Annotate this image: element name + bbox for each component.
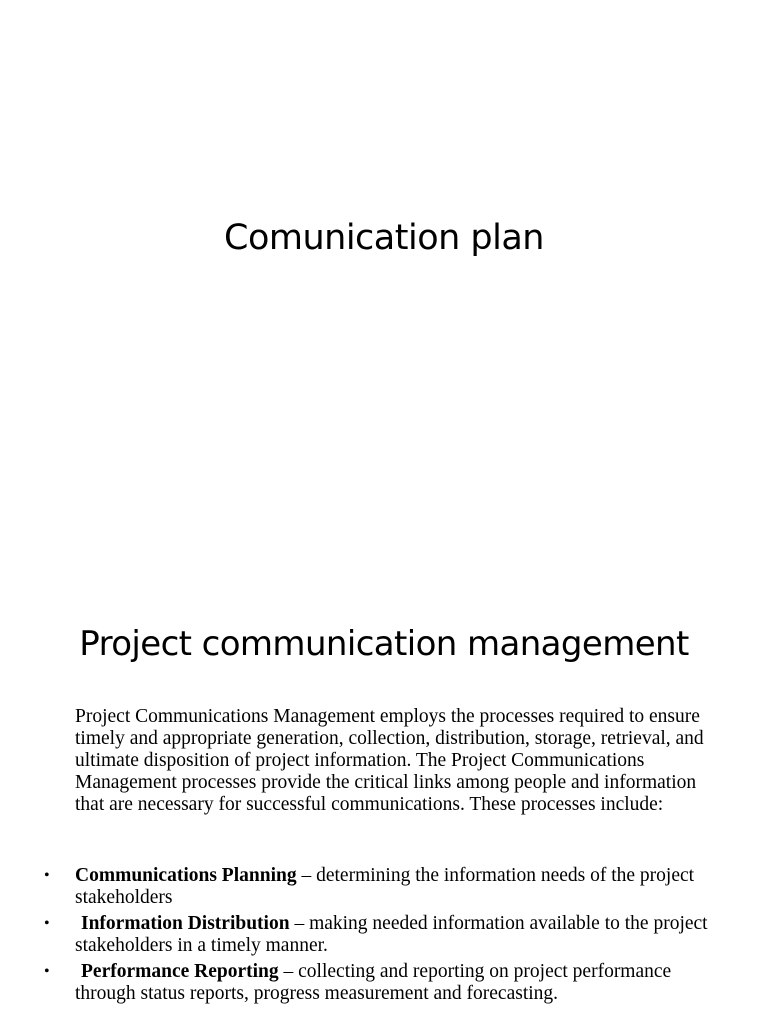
list-item [0, 961, 725, 1005]
bullet-term: Performance Reporting [81, 961, 279, 982]
slide-title: Comunication plan [224, 218, 544, 258]
bullet-description: – making needed information available to the project stakeholders in a timely manner. [75, 913, 708, 956]
process-list [0, 865, 768, 1009]
slide-title: Project communication management [79, 624, 689, 664]
bullet-marker: • [44, 915, 50, 932]
bullet-marker: • [44, 867, 50, 884]
content-slide [0, 576, 768, 1024]
bullet-description: – determining the information needs of the project stakeholders [75, 865, 695, 908]
bullet-term: Communications Planning [75, 865, 297, 886]
bullet-term: Information Distribution [81, 913, 290, 934]
intro-paragraph: Project Communications Management employs the processes required to ensure timely and appropriate generation, collection, distribution, storage, retrieval, and ultimate disposition of project information. The Project Communications Management processes provide the critical links among people and information that are necessary for successful communications. These processes include: [75, 706, 704, 815]
bullet-marker: • [44, 963, 50, 980]
list-item [0, 913, 725, 957]
bullet-description: – collecting and reporting on project performance through status reports, progress measurement and forecasting. [75, 961, 672, 1004]
list-item [0, 865, 725, 909]
